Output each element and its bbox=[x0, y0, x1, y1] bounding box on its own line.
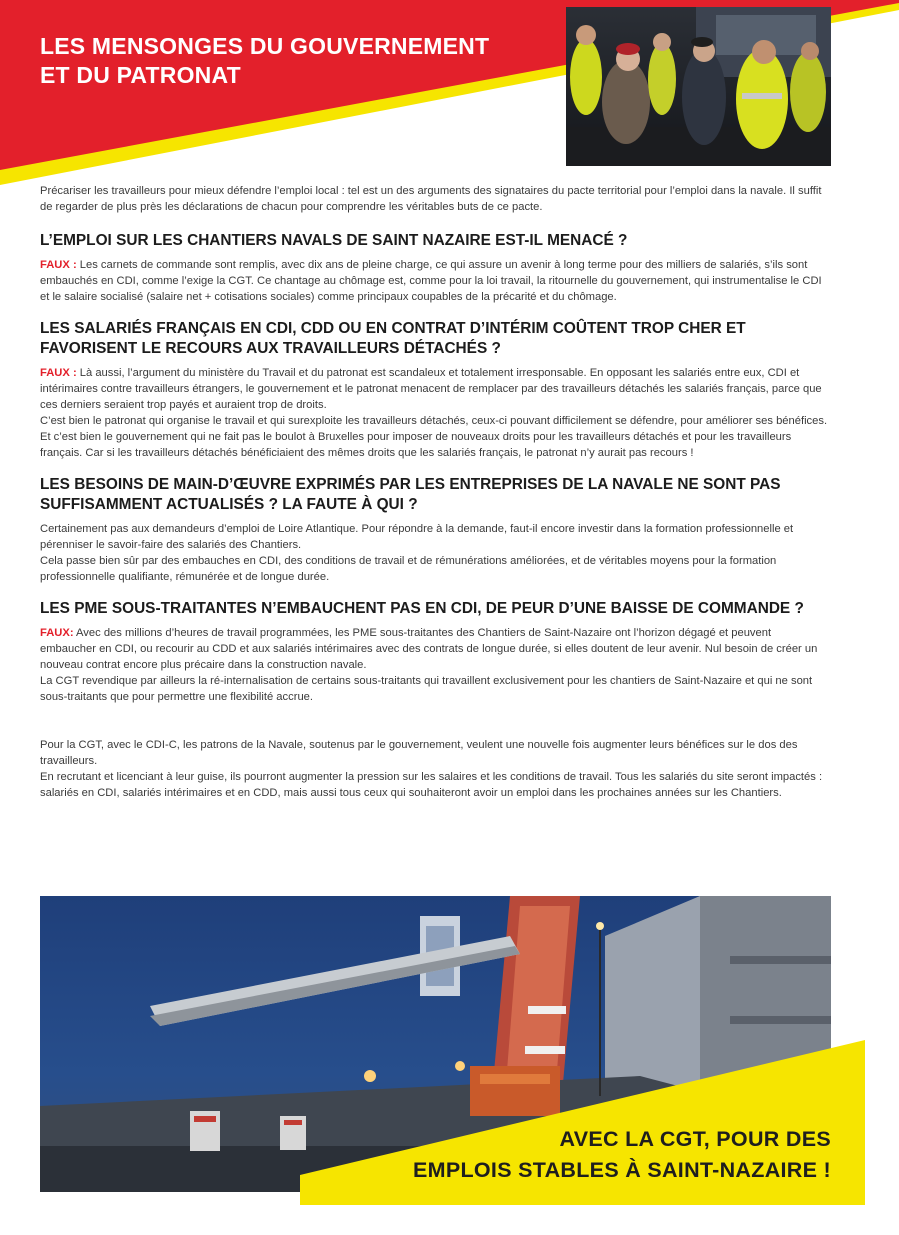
title-line-2: ET DU PATRONAT bbox=[40, 62, 241, 88]
section-text: Avec des millions d’heures de travail programmées, les PME sous-traitantes des Chantiers de Saint-Nazaire ont l’horizon dégagé et peuvent embaucher en CDI, ou recourir au CDD et aux salariés intérimaires avec des contrats de longue durée, si elles doutent de leur avenir. Nul besoin de créer un nouveau contrat encore plus précaire dans la construction navale. bbox=[40, 627, 818, 671]
section-paragraph: Cela passe bien sûr par des embauches en CDI, des conditions de travail et de rémunérations améliorées, et de véritables moyens pour la formation professionnelle qualifiante, rémunérée et de longue durée. bbox=[40, 555, 777, 583]
faux-label: FAUX : bbox=[40, 367, 77, 379]
closing-paragraph: En recrutant et licenciant à leur guise, ils pourront augmenter la pression sur les salaires et les conditions de travail. Tous les salariés du site seront impactés : salariés en CDI, salariés intérimaires et en CDD, mais aussi tous ceux qui souhaiteront avoir un emploi dans les prochaines années sur les Chantiers. bbox=[40, 771, 823, 799]
section-1 bbox=[40, 231, 830, 305]
faux-label: FAUX : bbox=[40, 259, 77, 271]
section-heading: L’EMPLOI SUR LES CHANTIERS NAVALS DE SAINT NAZAIRE EST-IL MENACÉ ? bbox=[40, 232, 628, 249]
slogan-line-1: AVEC LA CGT, POUR DES bbox=[559, 1127, 831, 1151]
section-text: Là aussi, l’argument du ministère du Travail et du patronat est scandaleux et totalement irresponsable. En opposant les salariés entre eux, CDI et intérimaires contre travailleurs étrangers, le gouvernement et le patronat menacent de remplacer par des travailleurs détachés les salariés français, parce que ces derniers seraient trop payés et auraient trop de droits. bbox=[40, 367, 822, 411]
section-text: Les carnets de commande sont remplis, avec dix ans de pleine charge, ce qui assure un avenir à long terme pour des milliers de salariés, s’ils sont embauchés en CDI, comme l’exige la CGT. Ce chantage au chômage est, comme pour la loi travail, la ritournelle du gouvernement, qui instrumentalise le CDI et le salaire socialisé (salaire net + cotisations sociales) comme principaux coupables de la précarité et du chômage. bbox=[40, 259, 822, 303]
article-body bbox=[40, 183, 830, 801]
section-paragraph: C’est bien le patronat qui organise le travail et qui surexploite les travailleurs détachés, ceux-ci pouvant difficilement se défendre, pour améliorer ses bénéfices. Et c’est bien le gouvernement qui ne fait pas le boulot à Bruxelles pour imposer de nouveaux droits pour les travailleurs détachés et pour les travailleurs français. Car si les travailleurs détachés bénéficiaient des mêmes droits que les salariés français, le patronat n’y aurait pas recours ! bbox=[40, 415, 828, 459]
section-heading: LES BESOINS DE MAIN-D’ŒUVRE EXPRIMÉS PAR LES ENTREPRISES DE LA NAVALE NE SONT PAS SUFFISAMMENT ACTUALISÉS ? LA FAUTE À QUI ? bbox=[40, 476, 781, 513]
section-4 bbox=[40, 599, 830, 705]
section-paragraph bbox=[40, 625, 830, 673]
intro-paragraph: Précariser les travailleurs pour mieux défendre l’emploi local : tel est un des arguments des signataires du pacte territorial pour l’emploi dans la navale. Il suffit de regarder de plus près les déclarations de chacun pour comprendre les véritables buts de ce pacte. bbox=[40, 185, 822, 213]
section-heading: LES SALARIÉS FRANÇAIS EN CDI, CDD OU EN CONTRAT D’INTÉRIM COÛTENT TROP CHER ET FAVORISENT LE RECOURS AUX TRAVAILLEURS DÉTACHÉS ? bbox=[40, 320, 746, 357]
closing-paragraph: Pour la CGT, avec le CDI-C, les patrons de la Navale, soutenus par le gouvernement, veulent une nouvelle fois augmenter leurs bénéfices sur le dos des travailleurs. bbox=[40, 739, 798, 767]
photo-workers-at-night bbox=[566, 7, 831, 166]
section-3 bbox=[40, 475, 830, 585]
section-heading: LES PME SOUS-TRAITANTES N’EMBAUCHENT PAS EN CDI, DE PEUR D’UNE BAISSE DE COMMANDE ? bbox=[40, 600, 804, 617]
slogan bbox=[413, 1124, 831, 1186]
faux-label: FAUX: bbox=[40, 627, 74, 639]
section-paragraph bbox=[40, 257, 830, 305]
section-paragraph: Certainement pas aux demandeurs d’emploi de Loire Atlantique. Pour répondre à la demande, faut-il encore investir dans la formation professionnelle et pérenniser le savoir-faire des salariés des Chantiers. bbox=[40, 523, 794, 551]
section-paragraph bbox=[40, 365, 830, 413]
page-title bbox=[40, 32, 540, 90]
slogan-line-2: EMPLOIS STABLES À SAINT-NAZAIRE ! bbox=[412, 1158, 831, 1182]
section-paragraph: La CGT revendique par ailleurs la ré-internalisation de certains sous-traitants qui travaillent exclusivement pour les chantiers de Saint-Nazaire et qui ne sont sous-traitants que pour permettre une flexibilité accrue. bbox=[40, 675, 813, 703]
title-line-1: LES MENSONGES DU GOUVERNEMENT bbox=[40, 33, 490, 59]
section-2 bbox=[40, 319, 830, 461]
